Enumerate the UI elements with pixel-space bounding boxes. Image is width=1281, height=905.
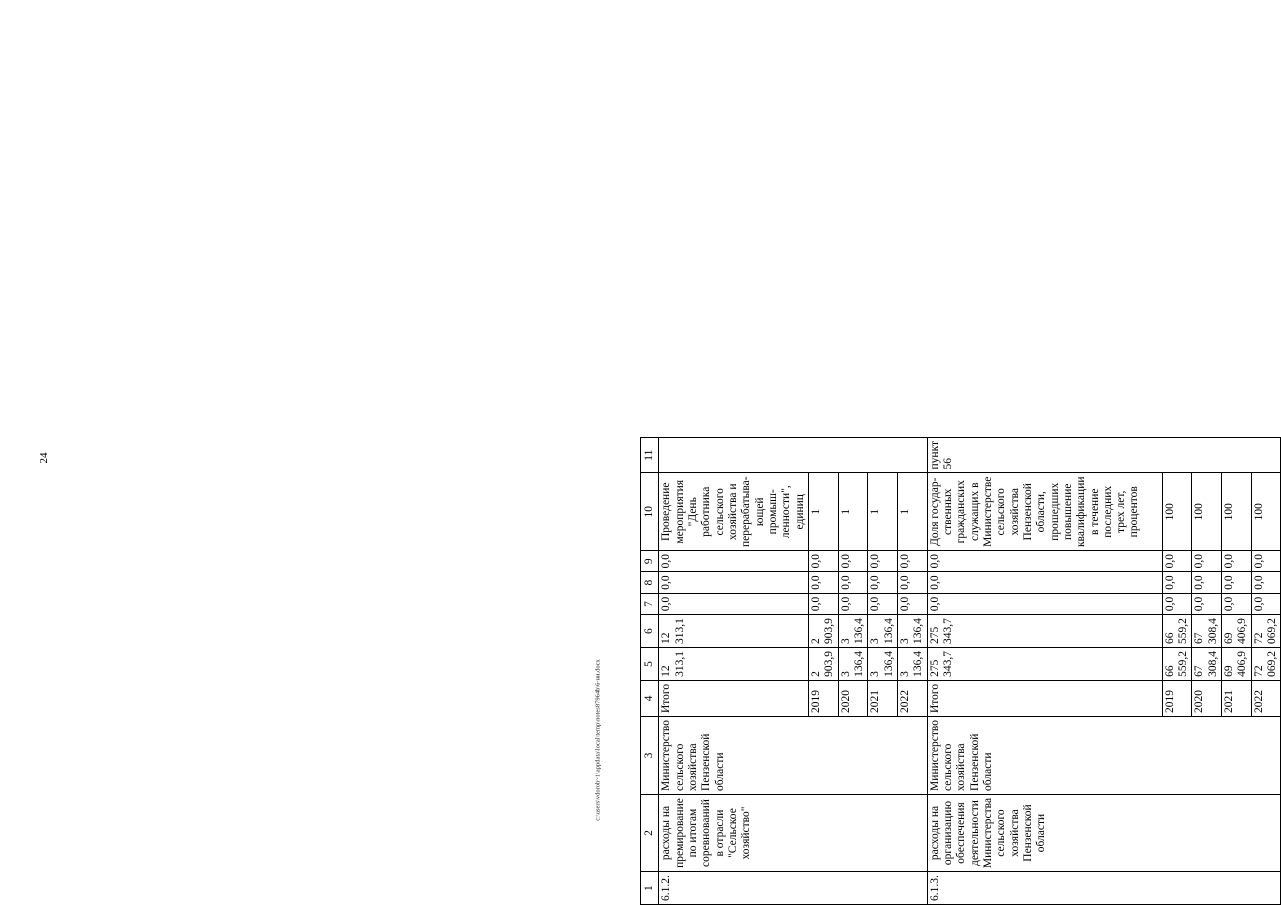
year-cell: 2021: [868, 680, 898, 716]
cell-c8: 0,0: [808, 572, 838, 593]
cell-c6: 69 406,9: [1221, 615, 1251, 648]
cell-total-c7: 0,0: [659, 593, 809, 614]
cell-c9: 0,0: [1251, 551, 1281, 572]
cell-c7: 0,0: [1251, 593, 1281, 614]
cell-c8: 0,0: [897, 572, 927, 593]
cell-c6: 66 559,2: [1162, 615, 1192, 648]
cell-c10: 1: [838, 473, 868, 551]
cell-c5: 66 559,2: [1162, 648, 1192, 681]
cell-c8: 0,0: [1192, 572, 1222, 593]
cell-c6: 3 136,4: [868, 615, 898, 648]
header-cell: 11: [641, 437, 659, 473]
header-cell: 10: [641, 473, 659, 551]
header-cell: 2: [641, 794, 659, 871]
cell-c9: 0,0: [1221, 551, 1251, 572]
cell-c6: 3 136,4: [897, 615, 927, 648]
cell-c8: 0,0: [868, 572, 898, 593]
cell-c10: 100: [1162, 473, 1192, 551]
header-cell: 8: [641, 572, 659, 593]
footer-file-path: c:\users\vdoroh~1\appdata\local\temp\notes87964b\6-ни.docx: [594, 659, 602, 821]
cell-c10: 1: [897, 473, 927, 551]
header-cell: 6: [641, 615, 659, 648]
page-number: 24: [38, 452, 50, 464]
cell-c5: 3 136,4: [838, 648, 868, 681]
cell-c7: 0,0: [808, 593, 838, 614]
cell-c6: 67 308,4: [1192, 615, 1222, 648]
cell-c9: 0,0: [868, 551, 898, 572]
table-row-total: [927, 437, 1162, 904]
cell-c8: 0,0: [1251, 572, 1281, 593]
cell-c9: 0,0: [1192, 551, 1222, 572]
cell-c5: 2 903,9: [808, 648, 838, 681]
year-cell: 2019: [808, 680, 838, 716]
cell-c7: 0,0: [897, 593, 927, 614]
cell-c10: 100: [1251, 473, 1281, 551]
header-cell: 9: [641, 551, 659, 572]
header-cell: 4: [641, 680, 659, 716]
cell-c9: 0,0: [808, 551, 838, 572]
total-label: Итого: [659, 680, 809, 716]
cell-c5: 67 308,4: [1192, 648, 1222, 681]
cell-c8: 0,0: [838, 572, 868, 593]
cell-c5: 69 406,9: [1221, 648, 1251, 681]
cell-c5: 3 136,4: [897, 648, 927, 681]
table-row-total: [659, 437, 809, 904]
cell-c8: 0,0: [1162, 572, 1192, 593]
measure-name: расходы на организацию обеспечения деятельности Министерства сельского хозяйства Пензенской области: [927, 794, 1281, 871]
cell-c9: 0,0: [897, 551, 927, 572]
cell-total-c9: 0,0: [927, 551, 1162, 572]
cell-c7: 0,0: [1192, 593, 1222, 614]
cell-total-c5: 275 343,7: [927, 648, 1162, 681]
indicator: Проведение мероприятия "День работника сельского хозяйства и перерабатыва-ющей промыш-ленности", единиц: [659, 473, 809, 551]
cell-c9: 0,0: [838, 551, 868, 572]
program-table: [640, 437, 1281, 905]
row-number: 6.1.3.: [927, 872, 1281, 905]
year-cell: 2020: [1192, 680, 1222, 716]
cell-c9: 0,0: [1162, 551, 1192, 572]
cell-total-c7: 0,0: [927, 593, 1162, 614]
table-container: [640, 437, 1281, 905]
cell-c6: 72 069,2: [1251, 615, 1281, 648]
header-row: [641, 437, 659, 904]
cell-total-c8: 0,0: [659, 572, 809, 593]
cell-total-c6: 12 313,1: [659, 615, 809, 648]
year-cell: 2022: [1251, 680, 1281, 716]
executor: Министерство сельского хозяйства Пензенской области: [927, 717, 1281, 795]
header-cell: 3: [641, 717, 659, 795]
year-cell: 2022: [897, 680, 927, 716]
cell-c7: 0,0: [868, 593, 898, 614]
cell-c10: 1: [808, 473, 838, 551]
cell-c8: 0,0: [1221, 572, 1251, 593]
cell-c5: 72 069,2: [1251, 648, 1281, 681]
cell-total-c8: 0,0: [927, 572, 1162, 593]
reference: пункт 56: [927, 437, 1281, 473]
indicator: Доля государ-ственных гражданских служащих в Министерстве сельского хозяйства Пензенской области, прошедших повышение квалификации в течение последних трех лет, процентов: [927, 473, 1162, 551]
cell-c10: 100: [1221, 473, 1251, 551]
header-cell: 5: [641, 648, 659, 681]
cell-total-c6: 275 343,7: [927, 615, 1162, 648]
year-cell: 2020: [838, 680, 868, 716]
cell-c7: 0,0: [1221, 593, 1251, 614]
cell-c5: 3 136,4: [868, 648, 898, 681]
measure-name: расходы на премирование по итогам соревнований в отрасли "Сельское хозяйство": [659, 794, 927, 871]
cell-c10: 1: [868, 473, 898, 551]
cell-c7: 0,0: [838, 593, 868, 614]
cell-c6: 3 136,4: [838, 615, 868, 648]
cell-total-c5: 12 313,1: [659, 648, 809, 681]
total-label: Итого: [927, 680, 1162, 716]
cell-total-c9: 0,0: [659, 551, 809, 572]
row-number: 6.1.2.: [659, 872, 927, 905]
executor: Министерство сельского хозяйства Пензенской области: [659, 717, 927, 795]
year-cell: 2019: [1162, 680, 1192, 716]
header-cell: 1: [641, 872, 659, 905]
reference: [659, 437, 927, 473]
header-cell: 7: [641, 593, 659, 614]
cell-c6: 2 903,9: [808, 615, 838, 648]
cell-c10: 100: [1192, 473, 1222, 551]
cell-c7: 0,0: [1162, 593, 1192, 614]
year-cell: 2021: [1221, 680, 1251, 716]
